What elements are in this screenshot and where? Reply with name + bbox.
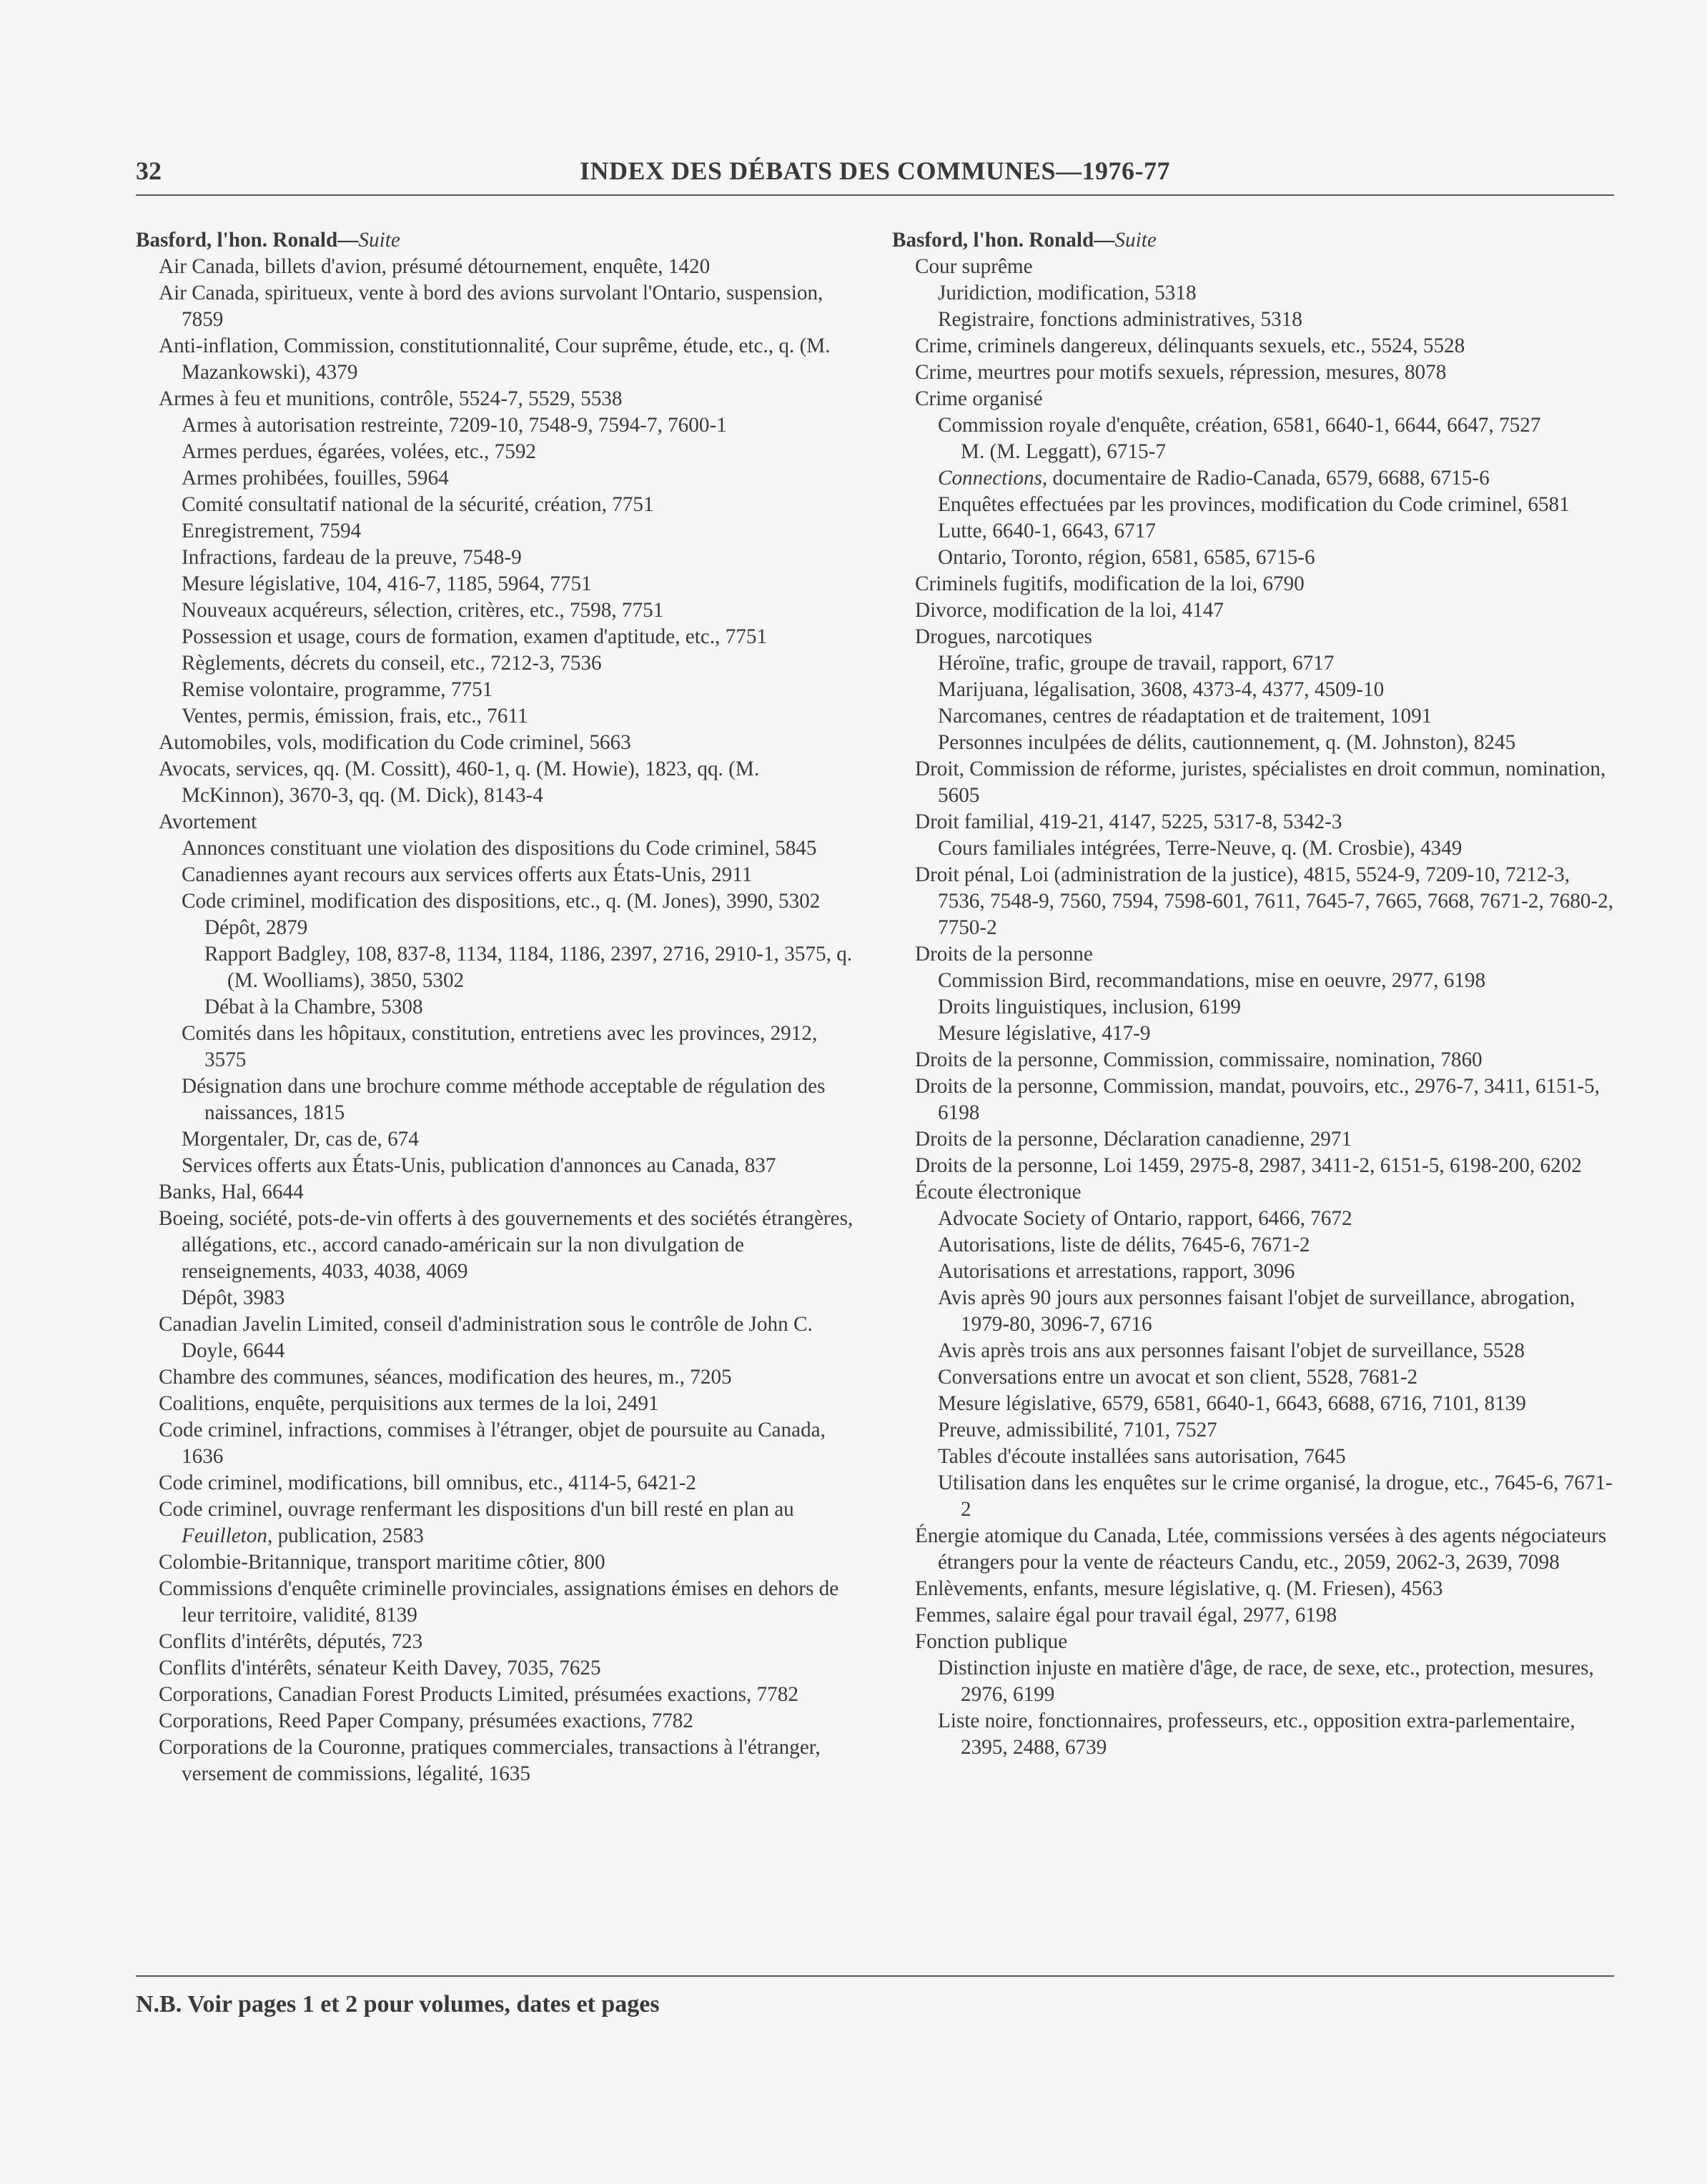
- index-entry: Infractions, fardeau de la preuve, 7548-9: [182, 546, 522, 569]
- index-entry: Ventes, permis, émission, frais, etc., 7611: [182, 705, 528, 728]
- right-column: [892, 227, 1614, 1761]
- index-entry: Colombie-Britannique, transport maritime côtier, 800: [159, 1551, 605, 1574]
- index-entry: Mesure législative, 104, 416-7, 1185, 5964, 7751: [182, 572, 592, 595]
- index-entry: Chambre des communes, séances, modification des heures, m., 7205: [159, 1366, 732, 1389]
- index-entry: Canadian Javelin Limited, conseil d'administration sous le contrôle de John C. Doyle, 6644: [159, 1313, 813, 1362]
- index-entry: Personnes inculpées de délits, cautionnement, q. (M. Johnston), 8245: [938, 731, 1516, 754]
- index-entry: Criminels fugitifs, modification de la loi, 6790: [915, 572, 1305, 595]
- index-entry: Air Canada, spiritueux, vente à bord des avions survolant l'Ontario, suspension, 7859: [159, 282, 823, 331]
- index-entry: Registraire, fonctions administratives, 5318: [938, 308, 1302, 331]
- index-entry: Autorisations et arrestations, rapport, 3096: [938, 1260, 1295, 1283]
- index-entry: Énergie atomique du Canada, Ltée, commissions versées à des agents négociateurs étrangers pour la vente de réacteurs Candu, etc., 2059, 2062-3, 2639, 7098: [915, 1524, 1607, 1574]
- index-entry: Crime, meurtres pour motifs sexuels, répression, mesures, 8078: [915, 361, 1447, 384]
- index-entry: Automobiles, vols, modification du Code criminel, 5663: [159, 731, 631, 754]
- index-entry: Cours familiales intégrées, Terre-Neuve, q. (M. Crosbie), 4349: [938, 837, 1463, 860]
- index-entry: Code criminel, infractions, commises à l'étranger, objet de poursuite au Canada, 1636: [159, 1419, 826, 1468]
- index-entry: Coalitions, enquête, perquisitions aux termes de la loi, 2491: [159, 1392, 659, 1415]
- index-entry: Femmes, salaire égal pour travail égal, 2977, 6198: [915, 1604, 1337, 1627]
- index-entry: Comités dans les hôpitaux, constitution, entretiens avec les provinces, 2912, 3575: [182, 1022, 818, 1071]
- heading-name: Basford, l'hon. Ronald—: [892, 229, 1115, 252]
- index-entry: Advocate Society of Ontario, rapport, 6466, 7672: [938, 1207, 1352, 1230]
- index-entry: Enlèvements, enfants, mesure législative, q. (M. Friesen), 4563: [915, 1577, 1443, 1600]
- index-entry: Liste noire, fonctionnaires, professeurs, etc., opposition extra-parlementaire, 2395, 2488, 6739: [938, 1709, 1575, 1759]
- index-entry: Autorisations, liste de délits, 7645-6, 7671-2: [938, 1234, 1310, 1256]
- index-entry: Ontario, Toronto, région, 6581, 6585, 6715-6: [938, 546, 1315, 569]
- index-entry: Armes prohibées, fouilles, 5964: [182, 467, 449, 490]
- column-heading: [136, 227, 858, 254]
- index-entry: Annonces constituant une violation des dispositions du Code criminel, 5845: [182, 837, 817, 860]
- index-entry: Crime organisé: [915, 387, 1043, 410]
- page-number: 32: [136, 157, 162, 185]
- index-entry: Preuve, admissibilité, 7101, 7527: [938, 1419, 1217, 1441]
- index-entry: Lutte, 6640-1, 6643, 6717: [938, 520, 1156, 542]
- heading-name: Basford, l'hon. Ronald—: [136, 229, 359, 252]
- index-entry: Utilisation dans les enquêtes sur le crime organisé, la drogue, etc., 7645-6, 7671-2: [938, 1471, 1613, 1521]
- index-entry: Commissions d'enquête criminelle provinciales, assignations émises en dehors de leur territoire, validité, 8139: [159, 1577, 839, 1627]
- header-rule: [136, 194, 1614, 196]
- index-entry: Cour suprême: [915, 255, 1033, 278]
- index-entry: Mesure législative, 417-9: [938, 1022, 1151, 1045]
- index-entry: Air Canada, billets d'avion, présumé détournement, enquête, 1420: [159, 255, 711, 278]
- index-entry: Commission royale d'enquête, création, 6581, 6640-1, 6644, 6647, 7527: [938, 414, 1541, 437]
- index-entry: Conflits d'intérêts, députés, 723: [159, 1630, 423, 1653]
- index-entry: Enquêtes effectuées par les provinces, modification du Code criminel, 6581: [938, 493, 1570, 516]
- index-entry: Comité consultatif national de la sécurité, création, 7751: [182, 493, 654, 516]
- index-entry: Tables d'écoute installées sans autorisation, 7645: [938, 1445, 1346, 1468]
- index-entry: Avortement: [159, 810, 257, 833]
- index-entry: Écoute électronique: [915, 1181, 1082, 1203]
- index-entry: Désignation dans une brochure comme méthode acceptable de régulation des naissances, 1815: [182, 1075, 826, 1124]
- running-title: INDEX DES DÉBATS DES COMMUNES—1976-77: [580, 157, 1170, 185]
- footer-rule: [136, 1975, 1614, 1977]
- index-entry: Dépôt, 3983: [182, 1286, 285, 1309]
- index-entry: Droits de la personne, Commission, mandat, pouvoirs, etc., 2976-7, 3411, 6151-5, 6198: [915, 1075, 1600, 1124]
- index-entry: Droits de la personne: [915, 943, 1093, 966]
- index-entry: Marijuana, légalisation, 3608, 4373-4, 4377, 4509-10: [938, 678, 1385, 701]
- index-entry: Droits de la personne, Déclaration canadienne, 2971: [915, 1128, 1352, 1151]
- index-entry: Code criminel, modifications, bill omnibus, etc., 4114-5, 6421-2: [159, 1471, 697, 1494]
- index-entry: Corporations, Reed Paper Company, présumées exactions, 7782: [159, 1709, 693, 1732]
- index-entry: Boeing, société, pots-de-vin offerts à des gouvernements et des sociétés étrangères, allégations, etc., accord canado-américain sur la non divulgation de renseignements, 4033, 4038, 4069: [159, 1207, 854, 1283]
- index-entry: [136, 1496, 858, 1549]
- index-entry: Règlements, décrets du conseil, etc., 7212-3, 7536: [182, 652, 602, 675]
- italic-title: Connections: [938, 467, 1042, 490]
- index-entry: Droit familial, 419-21, 4147, 5225, 5317-8, 5342-3: [915, 810, 1342, 833]
- left-column: [136, 227, 858, 1787]
- index-entry: Banks, Hal, 6644: [159, 1181, 304, 1203]
- entry-text: , documentaire de Radio-Canada, 6579, 6688, 6715-6: [1041, 467, 1490, 490]
- index-entry: Enregistrement, 7594: [182, 520, 362, 542]
- index-entry: Mesure législative, 6579, 6581, 6640-1, 6643, 6688, 6716, 7101, 8139: [938, 1392, 1526, 1415]
- index-entry: Distinction injuste en matière d'âge, de race, de sexe, etc., protection, mesures, 2976, 6199: [938, 1657, 1594, 1706]
- index-entry: Canadiennes ayant recours aux services offerts aux États-Unis, 2911: [182, 863, 753, 886]
- column-heading: [892, 227, 1614, 254]
- index-entry: Conversations entre un avocat et son client, 5528, 7681-2: [938, 1366, 1418, 1389]
- index-entry: Avis après trois ans aux personnes faisant l'objet de surveillance, 5528: [938, 1339, 1525, 1362]
- entry-text: Code criminel, ouvrage renfermant les dispositions d'un bill resté en plan au: [159, 1498, 794, 1521]
- index-entry: Fonction publique: [915, 1630, 1068, 1653]
- index-entry: Divorce, modification de la loi, 4147: [915, 599, 1224, 622]
- index-entry: Corporations de la Couronne, pratiques commerciales, transactions à l'étranger, versement de commissions, légalité, 1635: [159, 1736, 821, 1785]
- index-entry: Héroïne, trafic, groupe de travail, rapport, 6717: [938, 652, 1335, 675]
- heading-suite: Suite: [1114, 229, 1157, 252]
- index-entry: Droit pénal, Loi (administration de la justice), 4815, 5524-9, 7209-10, 7212-3, 7536, 7548-9, 7560, 7594, 7598-601, 7611, 7645-7, 7665, 7668, 7671-2, 7680-2, 7750-2: [915, 863, 1614, 939]
- index-entry: Conflits d'intérêts, sénateur Keith Davey, 7035, 7625: [159, 1657, 601, 1679]
- index-entry: Narcomanes, centres de réadaptation et de traitement, 1091: [938, 705, 1433, 728]
- index-entry: Rapport Badgley, 108, 837-8, 1134, 1184, 1186, 2397, 2716, 2910-1, 3575, q. (M. Woolliams), 3850, 5302: [204, 943, 853, 992]
- index-entry: Juridiction, modification, 5318: [938, 282, 1197, 304]
- index-entry: Nouveaux acquéreurs, sélection, critères, etc., 7598, 7751: [182, 599, 664, 622]
- index-entry: Armes perdues, égarées, volées, etc., 7592: [182, 440, 537, 463]
- index-entry: Armes à feu et munitions, contrôle, 5524-7, 5529, 5538: [159, 387, 623, 410]
- index-entry: Drogues, narcotiques: [915, 625, 1093, 648]
- index-entry: Commission Bird, recommandations, mise en oeuvre, 2977, 6198: [938, 969, 1486, 992]
- index-entry: Remise volontaire, programme, 7751: [182, 678, 493, 701]
- index-entry: Armes à autorisation restreinte, 7209-10, 7548-9, 7594-7, 7600-1: [182, 414, 727, 437]
- index-entry: Possession et usage, cours de formation, examen d'aptitude, etc., 7751: [182, 625, 768, 648]
- index-entry: Droits de la personne, Loi 1459, 2975-8, 2987, 3411-2, 6151-5, 6198-200, 6202: [915, 1154, 1582, 1177]
- italic-title: Feuilleton: [182, 1524, 267, 1547]
- index-entry: Avocats, services, qq. (M. Cossitt), 460-1, q. (M. Howie), 1823, qq. (M. McKinnon), 3670-3, qq. (M. Dick), 8143-4: [159, 758, 760, 807]
- index-entry: M. (M. Leggatt), 6715-7: [961, 440, 1166, 463]
- index-entry: Crime, criminels dangereux, délinquants sexuels, etc., 5524, 5528: [915, 334, 1465, 357]
- index-entry: Droit, Commission de réforme, juristes, spécialistes en droit commun, nomination, 5605: [915, 758, 1606, 807]
- index-entry: Droits de la personne, Commission, commissaire, nomination, 7860: [915, 1048, 1483, 1071]
- index-entry: Dépôt, 2879: [204, 916, 308, 939]
- index-entry: Avis après 90 jours aux personnes faisant l'objet de surveillance, abrogation, 1979-80, 3096-7, 6716: [938, 1286, 1575, 1336]
- index-entry: Code criminel, modification des dispositions, etc., q. (M. Jones), 3990, 5302: [182, 890, 821, 913]
- heading-suite: Suite: [358, 229, 400, 252]
- index-entry: Débat à la Chambre, 5308: [204, 996, 423, 1018]
- index-entry: Corporations, Canadian Forest Products Limited, présumées exactions, 7782: [159, 1683, 798, 1706]
- page-header: [136, 156, 1614, 196]
- index-entry: Anti-inflation, Commission, constitutionnalité, Cour suprême, étude, etc., q. (M. Mazankowski), 4379: [159, 334, 831, 384]
- index-entry: Services offerts aux États-Unis, publication d'annonces au Canada, 837: [182, 1154, 776, 1177]
- index-entry: [892, 465, 1614, 492]
- footer-note: N.B. Voir pages 1 et 2 pour volumes, dates et pages: [136, 1991, 660, 2017]
- entry-text: , publication, 2583: [267, 1524, 424, 1547]
- index-entry: Morgentaler, Dr, cas de, 674: [182, 1128, 419, 1151]
- index-entry: Droits linguistiques, inclusion, 6199: [938, 996, 1242, 1018]
